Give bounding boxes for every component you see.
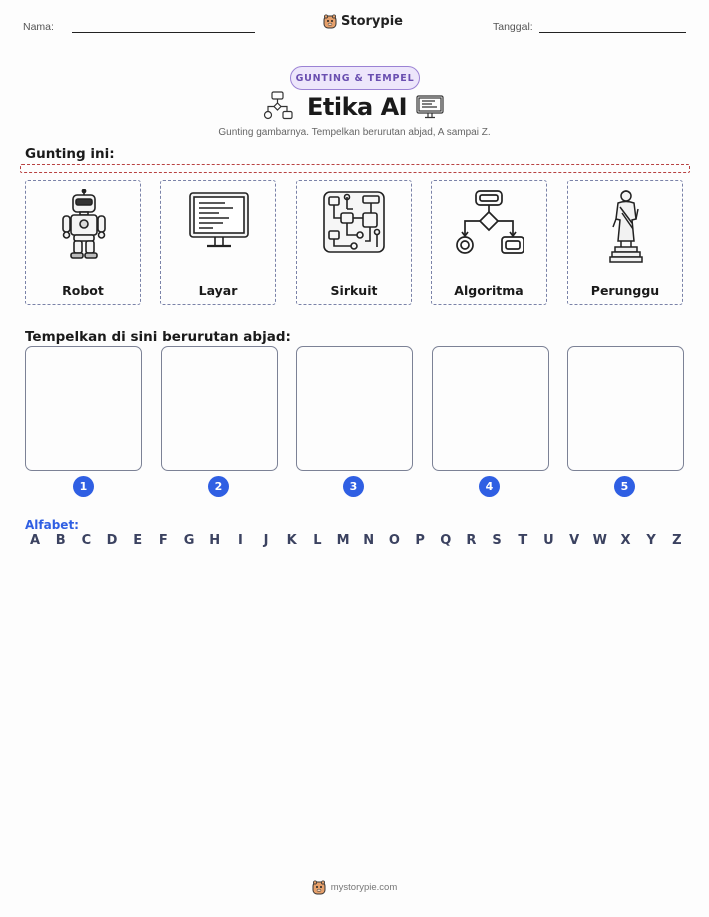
alphabet-letter: U: [543, 533, 554, 548]
alphabet-letter: M: [336, 533, 350, 548]
cut-card-sirkuit[interactable]: [296, 180, 412, 305]
slot-number-2: 2: [208, 476, 229, 497]
robot-icon: [54, 189, 114, 261]
slot-number-4: 4: [479, 476, 500, 497]
alphabet-letter: I: [237, 533, 243, 548]
flowchart-icon: [454, 189, 524, 259]
alphabet-letter: C: [81, 533, 92, 548]
alphabet-letter: K: [286, 533, 297, 548]
name-field-line[interactable]: [72, 32, 255, 33]
card-label-sirkuit: Sirkuit: [330, 283, 378, 298]
footer: [0, 880, 709, 895]
flowchart-decor-icon: [262, 91, 296, 127]
storypie-mascot-icon: [312, 880, 326, 895]
cut-section-label: Gunting ini:: [25, 146, 115, 162]
cut-card-layar[interactable]: [160, 180, 276, 305]
alphabet-letter: D: [106, 533, 118, 548]
storypie-logo: [323, 14, 403, 29]
alphabet-letter: N: [363, 533, 375, 548]
storypie-mascot-icon: [323, 14, 337, 29]
slot-number-3: 3: [343, 476, 364, 497]
paste-slot-4[interactable]: [432, 346, 549, 471]
alphabet-letter: B: [55, 533, 66, 548]
alphabet-letter: A: [29, 533, 41, 548]
alphabet-letter: R: [466, 533, 477, 548]
paste-slot-2[interactable]: [161, 346, 278, 471]
cut-card-perunggu[interactable]: [567, 180, 683, 305]
date-field-line[interactable]: [539, 32, 686, 33]
alphabet-letter: F: [158, 533, 168, 548]
card-label-algoritma: Algoritma: [454, 283, 524, 298]
alphabet-letter: S: [492, 533, 502, 548]
alphabet-letter: V: [569, 533, 580, 548]
monitor-decor-icon: [415, 94, 445, 124]
cut-line: [20, 164, 690, 173]
alphabet-letter: W: [592, 533, 607, 548]
alphabet-letter: X: [620, 533, 631, 548]
alphabet-row: [26, 533, 686, 548]
alphabet-letter: Y: [646, 533, 656, 548]
alphabet-letter: Z: [672, 533, 682, 548]
alphabet-letter: Q: [440, 533, 452, 548]
card-label-layar: Layar: [198, 283, 238, 298]
alphabet-letter: L: [313, 533, 322, 548]
paste-section-label: Tempelkan di sini berurutan abjad:: [25, 329, 291, 345]
circuit-icon: [323, 191, 385, 255]
monitor-icon: [189, 189, 249, 261]
paste-slot-3[interactable]: [296, 346, 413, 471]
alphabet-letter: T: [518, 533, 528, 548]
instructions: Gunting gambarnya. Tempelkan berurutan abjad, A sampai Z.: [218, 127, 491, 138]
alphabet-letter: P: [415, 533, 425, 548]
alphabet-letter: G: [183, 533, 195, 548]
brand-name: Storypie: [341, 14, 403, 29]
slot-number-5: 5: [614, 476, 635, 497]
alphabet-letter: H: [209, 533, 221, 548]
alphabet-letter: J: [263, 533, 269, 548]
slot-number-1: 1: [73, 476, 94, 497]
paste-slot-1[interactable]: [25, 346, 142, 471]
card-label-robot: Robot: [62, 283, 104, 298]
activity-badge: GUNTING & TEMPEL: [290, 66, 420, 90]
footer-url[interactable]: mystorypie.com: [330, 882, 398, 893]
alphabet-label: Alfabet:: [25, 518, 79, 532]
date-label: Tanggal:: [493, 21, 533, 33]
card-label-perunggu: Perunggu: [590, 283, 660, 298]
alphabet-letter: O: [388, 533, 400, 548]
cut-card-algoritma[interactable]: [431, 180, 547, 305]
paste-slot-5[interactable]: [567, 346, 684, 471]
alphabet-letter: E: [133, 533, 143, 548]
page-title: Etika AI: [307, 93, 408, 121]
name-label: Nama:: [23, 21, 54, 33]
cut-card-robot[interactable]: [25, 180, 141, 305]
bronze-statue-icon: [606, 189, 646, 265]
